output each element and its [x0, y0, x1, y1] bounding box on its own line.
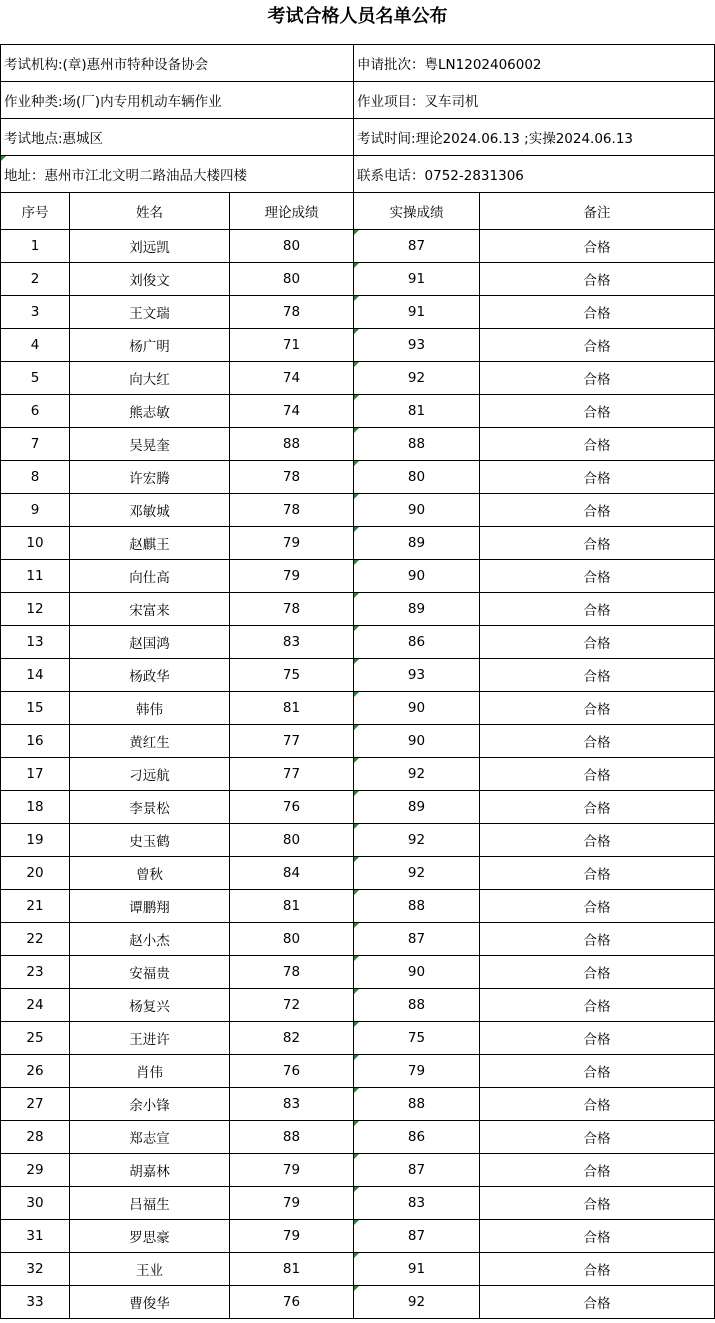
remark-cell: 合格 [480, 428, 715, 461]
practical-score-cell: 89 [354, 593, 480, 626]
remark-cell: 合格 [480, 1253, 715, 1286]
seq-cell: 10 [1, 527, 70, 560]
results-table [0, 44, 715, 1319]
remark-cell: 合格 [480, 1121, 715, 1154]
name-cell: 向仕高 [70, 560, 230, 593]
remark-cell: 合格 [480, 329, 715, 362]
table-row [1, 626, 715, 659]
theory-score-cell: 78 [230, 296, 354, 329]
practical-score-cell: 90 [354, 725, 480, 758]
remark-cell: 合格 [480, 1220, 715, 1253]
theory-score-cell: 79 [230, 1154, 354, 1187]
name-cell: 谭鹏翔 [70, 890, 230, 923]
info-row-2 [1, 82, 715, 119]
practical-score-cell: 86 [354, 626, 480, 659]
practical-score-cell: 91 [354, 296, 480, 329]
theory-score-cell: 83 [230, 626, 354, 659]
name-cell: 王进许 [70, 1022, 230, 1055]
table-row [1, 362, 715, 395]
practical-score-cell: 90 [354, 956, 480, 989]
seq-cell: 7 [1, 428, 70, 461]
seq-cell: 22 [1, 923, 70, 956]
table-row [1, 329, 715, 362]
table-row [1, 461, 715, 494]
address-cell: 地址：惠州市江北文明二路油品大楼四楼 [1, 156, 354, 193]
table-row [1, 725, 715, 758]
batch-cell: 申请批次：粤LN1202406002 [354, 45, 715, 82]
practical-score-cell: 87 [354, 1154, 480, 1187]
seq-cell: 23 [1, 956, 70, 989]
table-row [1, 890, 715, 923]
remark-cell: 合格 [480, 692, 715, 725]
theory-score-cell: 88 [230, 428, 354, 461]
name-cell: 刁远航 [70, 758, 230, 791]
remark-cell: 合格 [480, 263, 715, 296]
name-cell: 向大红 [70, 362, 230, 395]
info-row-3 [1, 119, 715, 156]
theory-score-cell: 84 [230, 857, 354, 890]
seq-cell: 2 [1, 263, 70, 296]
seq-cell: 1 [1, 230, 70, 263]
seq-cell: 5 [1, 362, 70, 395]
page-title: 考试合格人员名单公布 [267, 6, 448, 27]
table-row [1, 1253, 715, 1286]
seq-cell: 27 [1, 1088, 70, 1121]
theory-score-cell: 79 [230, 527, 354, 560]
seq-cell: 33 [1, 1286, 70, 1319]
remark-cell: 合格 [480, 1154, 715, 1187]
table-row [1, 692, 715, 725]
practical-score-cell: 93 [354, 329, 480, 362]
theory-score-cell: 74 [230, 395, 354, 428]
name-cell: 曾秋 [70, 857, 230, 890]
theory-score-cell: 77 [230, 725, 354, 758]
location-cell: 考试地点:惠城区 [1, 119, 354, 156]
seq-cell: 17 [1, 758, 70, 791]
theory-score-cell: 78 [230, 461, 354, 494]
table-row [1, 428, 715, 461]
table-row [1, 857, 715, 890]
remark-cell: 合格 [480, 230, 715, 263]
work-type-cell: 作业种类:场(厂)内专用机动车辆作业 [1, 82, 354, 119]
seq-cell: 4 [1, 329, 70, 362]
table-row [1, 1022, 715, 1055]
theory-score-cell: 78 [230, 956, 354, 989]
theory-score-cell: 82 [230, 1022, 354, 1055]
remark-cell: 合格 [480, 989, 715, 1022]
theory-score-cell: 80 [230, 824, 354, 857]
seq-cell: 19 [1, 824, 70, 857]
name-cell: 韩伟 [70, 692, 230, 725]
name-cell: 杨广明 [70, 329, 230, 362]
remark-cell: 合格 [480, 527, 715, 560]
name-cell: 杨政华 [70, 659, 230, 692]
institution-cell: 考试机构:(章)惠州市特种设备协会 [1, 45, 354, 82]
remark-cell: 合格 [480, 362, 715, 395]
practical-score-cell: 87 [354, 230, 480, 263]
seq-cell: 3 [1, 296, 70, 329]
table-row [1, 659, 715, 692]
work-item-cell: 作业项目：叉车司机 [354, 82, 715, 119]
seq-cell: 24 [1, 989, 70, 1022]
remark-cell: 合格 [480, 296, 715, 329]
theory-score-cell: 80 [230, 923, 354, 956]
name-cell: 邓敏城 [70, 494, 230, 527]
remark-cell: 合格 [480, 626, 715, 659]
table-row [1, 527, 715, 560]
remark-cell: 合格 [480, 1286, 715, 1319]
practical-score-cell: 81 [354, 395, 480, 428]
table-row [1, 1286, 715, 1319]
theory-score-cell: 76 [230, 1055, 354, 1088]
name-cell: 赵小杰 [70, 923, 230, 956]
table-row [1, 1088, 715, 1121]
seq-cell: 21 [1, 890, 70, 923]
theory-score-cell: 77 [230, 758, 354, 791]
name-cell: 王文瑞 [70, 296, 230, 329]
practical-score-cell: 92 [354, 824, 480, 857]
practical-score-cell: 92 [354, 758, 480, 791]
theory-score-cell: 78 [230, 494, 354, 527]
table-row [1, 956, 715, 989]
theory-score-cell: 80 [230, 230, 354, 263]
seq-cell: 32 [1, 1253, 70, 1286]
table-row [1, 560, 715, 593]
name-cell: 史玉鹤 [70, 824, 230, 857]
header-seq: 序号 [1, 193, 70, 230]
theory-score-cell: 75 [230, 659, 354, 692]
info-row-1 [1, 45, 715, 82]
theory-score-cell: 81 [230, 1253, 354, 1286]
remark-cell: 合格 [480, 461, 715, 494]
practical-score-cell: 92 [354, 857, 480, 890]
seq-cell: 6 [1, 395, 70, 428]
header-name: 姓名 [70, 193, 230, 230]
theory-score-cell: 78 [230, 593, 354, 626]
theory-score-cell: 79 [230, 1220, 354, 1253]
practical-score-cell: 89 [354, 791, 480, 824]
seq-cell: 28 [1, 1121, 70, 1154]
remark-cell: 合格 [480, 659, 715, 692]
name-cell: 曹俊华 [70, 1286, 230, 1319]
remark-cell: 合格 [480, 791, 715, 824]
name-cell: 宋富来 [70, 593, 230, 626]
name-cell: 安福贵 [70, 956, 230, 989]
seq-cell: 26 [1, 1055, 70, 1088]
seq-cell: 14 [1, 659, 70, 692]
name-cell: 罗思豪 [70, 1220, 230, 1253]
remark-cell: 合格 [480, 956, 715, 989]
practical-score-cell: 93 [354, 659, 480, 692]
seq-cell: 12 [1, 593, 70, 626]
table-header-row [1, 193, 715, 230]
seq-cell: 8 [1, 461, 70, 494]
theory-score-cell: 79 [230, 560, 354, 593]
table-row [1, 230, 715, 263]
practical-score-cell: 86 [354, 1121, 480, 1154]
table-row [1, 593, 715, 626]
remark-cell: 合格 [480, 593, 715, 626]
remark-cell: 合格 [480, 824, 715, 857]
practical-score-cell: 90 [354, 494, 480, 527]
practical-score-cell: 88 [354, 890, 480, 923]
table-row [1, 1154, 715, 1187]
header-theory-score: 理论成绩 [230, 193, 354, 230]
table-row [1, 395, 715, 428]
seq-cell: 29 [1, 1154, 70, 1187]
remark-cell: 合格 [480, 725, 715, 758]
name-cell: 郑志宣 [70, 1121, 230, 1154]
theory-score-cell: 81 [230, 692, 354, 725]
name-cell: 许宏腾 [70, 461, 230, 494]
theory-score-cell: 71 [230, 329, 354, 362]
name-cell: 吕福生 [70, 1187, 230, 1220]
practical-score-cell: 87 [354, 923, 480, 956]
table-row [1, 791, 715, 824]
name-cell: 王业 [70, 1253, 230, 1286]
remark-cell: 合格 [480, 1187, 715, 1220]
seq-cell: 18 [1, 791, 70, 824]
table-row [1, 758, 715, 791]
practical-score-cell: 91 [354, 1253, 480, 1286]
remark-cell: 合格 [480, 758, 715, 791]
seq-cell: 9 [1, 494, 70, 527]
name-cell: 刘远凯 [70, 230, 230, 263]
theory-score-cell: 80 [230, 263, 354, 296]
info-row-4 [1, 156, 715, 193]
table-row [1, 1220, 715, 1253]
name-cell: 熊志敏 [70, 395, 230, 428]
table-row [1, 1187, 715, 1220]
table-row [1, 494, 715, 527]
practical-score-cell: 91 [354, 263, 480, 296]
practical-score-cell: 89 [354, 527, 480, 560]
theory-score-cell: 88 [230, 1121, 354, 1154]
name-cell: 胡嘉林 [70, 1154, 230, 1187]
theory-score-cell: 74 [230, 362, 354, 395]
name-cell: 吴晃奎 [70, 428, 230, 461]
table-row [1, 824, 715, 857]
seq-cell: 11 [1, 560, 70, 593]
table-row [1, 1121, 715, 1154]
seq-cell: 20 [1, 857, 70, 890]
seq-cell: 13 [1, 626, 70, 659]
seq-cell: 25 [1, 1022, 70, 1055]
phone-cell: 联系电话：0752-2831306 [354, 156, 715, 193]
table-row [1, 989, 715, 1022]
table-row [1, 263, 715, 296]
theory-score-cell: 83 [230, 1088, 354, 1121]
remark-cell: 合格 [480, 857, 715, 890]
remark-cell: 合格 [480, 923, 715, 956]
seq-cell: 31 [1, 1220, 70, 1253]
name-cell: 肖伟 [70, 1055, 230, 1088]
remark-cell: 合格 [480, 395, 715, 428]
table-row [1, 1055, 715, 1088]
practical-score-cell: 83 [354, 1187, 480, 1220]
table-row [1, 923, 715, 956]
practical-score-cell: 90 [354, 692, 480, 725]
theory-score-cell: 76 [230, 1286, 354, 1319]
table-row [1, 296, 715, 329]
remark-cell: 合格 [480, 494, 715, 527]
name-cell: 余小锋 [70, 1088, 230, 1121]
remark-cell: 合格 [480, 560, 715, 593]
practical-score-cell: 79 [354, 1055, 480, 1088]
seq-cell: 15 [1, 692, 70, 725]
name-cell: 刘俊文 [70, 263, 230, 296]
practical-score-cell: 80 [354, 461, 480, 494]
practical-score-cell: 75 [354, 1022, 480, 1055]
theory-score-cell: 79 [230, 1187, 354, 1220]
seq-cell: 16 [1, 725, 70, 758]
practical-score-cell: 88 [354, 428, 480, 461]
exam-time-cell: 考试时间:理论2024.06.13 ;实操2024.06.13 [354, 119, 715, 156]
practical-score-cell: 88 [354, 1088, 480, 1121]
theory-score-cell: 81 [230, 890, 354, 923]
theory-score-cell: 72 [230, 989, 354, 1022]
name-cell: 赵国鸿 [70, 626, 230, 659]
remark-cell: 合格 [480, 890, 715, 923]
name-cell: 杨复兴 [70, 989, 230, 1022]
header-remark: 备注 [480, 193, 715, 230]
practical-score-cell: 92 [354, 362, 480, 395]
theory-score-cell: 76 [230, 791, 354, 824]
practical-score-cell: 90 [354, 560, 480, 593]
name-cell: 黄红生 [70, 725, 230, 758]
remark-cell: 合格 [480, 1088, 715, 1121]
practical-score-cell: 87 [354, 1220, 480, 1253]
seq-cell: 30 [1, 1187, 70, 1220]
header-practical-score: 实操成绩 [354, 193, 480, 230]
remark-cell: 合格 [480, 1055, 715, 1088]
name-cell: 赵麒王 [70, 527, 230, 560]
practical-score-cell: 92 [354, 1286, 480, 1319]
name-cell: 李景松 [70, 791, 230, 824]
practical-score-cell: 88 [354, 989, 480, 1022]
remark-cell: 合格 [480, 1022, 715, 1055]
